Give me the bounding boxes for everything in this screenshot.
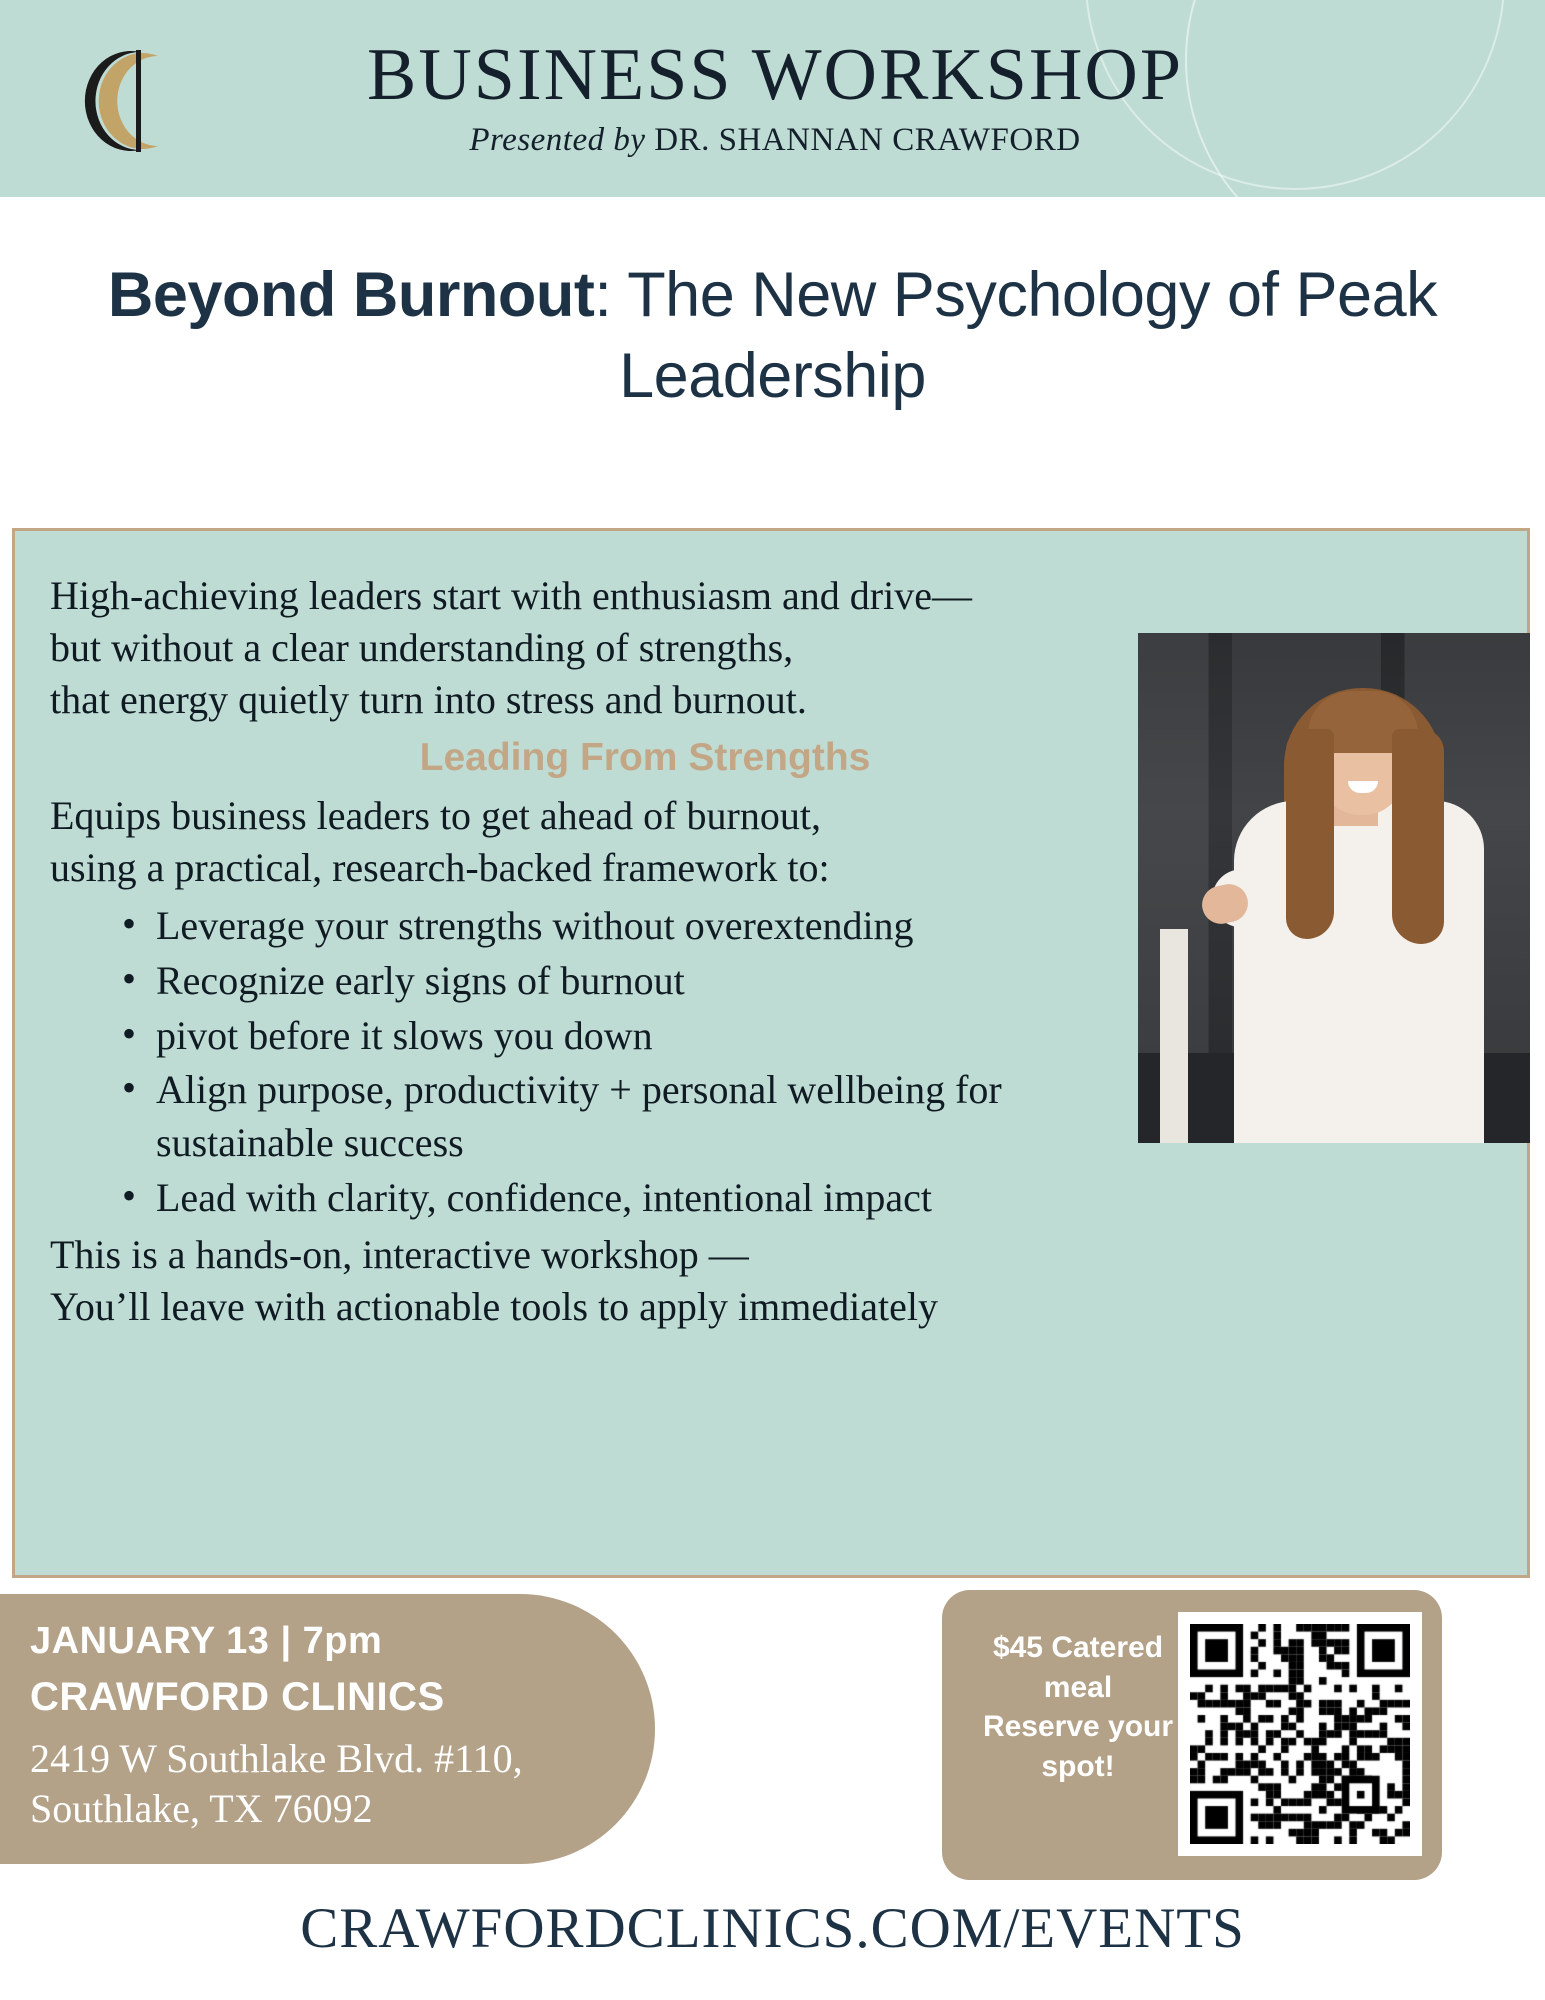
equips-line-2: using a practical, research-backed framework to: (50, 845, 830, 890)
crawford-clinics-monogram-logo (62, 42, 222, 160)
workshop-title: BUSINESS WORKSHOP (367, 34, 1183, 116)
photo-hair-right (1392, 729, 1444, 944)
page-title-bold: Beyond Burnout (107, 260, 595, 330)
photo-jacket (1234, 801, 1484, 1143)
registration-text (958, 1628, 1198, 1786)
presenter-name: DR. SHANNAN CRAWFORD (654, 122, 1081, 158)
list-item: • pivot before it slows you down (116, 1010, 1016, 1063)
header-text-group (240, 34, 1310, 159)
list-item: • Leverage your strengths without overextending (116, 900, 1016, 953)
cta-line-1: Reserve your (982, 1710, 1174, 1744)
page-title (40, 255, 1505, 416)
event-venue: CRAWFORD CLINICS (30, 1675, 445, 1719)
list-item: • Align purpose, productivity + personal wellbeing for sustainable success (116, 1064, 1176, 1170)
presented-by-label: Presented by (469, 122, 646, 158)
footer-website-url[interactable]: CRAWFORDCLINICS.COM/EVENTS (300, 1897, 1245, 1960)
intro-line-1: High-achieving leaders start with enthusiasm and drive— (50, 573, 972, 618)
price-line-2: meal (1043, 1670, 1113, 1704)
closing-line-2: You’ll leave with actionable tools to apply immediately (50, 1283, 938, 1329)
event-date-time: JANUARY 13 | 7pm (30, 1620, 383, 1662)
page-title-rest: : The New Psychology of Peak Leadership (594, 260, 1438, 411)
program-name: Leading From Strengths (419, 736, 871, 779)
presenter-line (240, 122, 1310, 159)
intro-line-2: but without a clear understanding of strengths, (50, 625, 794, 670)
price-line-1: $45 Catered (992, 1631, 1164, 1664)
intro-line-3: that energy quietly turn into stress and burnout. (50, 677, 807, 722)
event-address-line-1: 2419 W Southlake Blvd. #110, (30, 1736, 523, 1781)
photo-hair-left (1286, 729, 1334, 939)
equips-line-1: Equips business leaders to get ahead of burnout, (50, 793, 821, 838)
list-item: • Lead with clarity, confidence, intentional impact (116, 1172, 1196, 1225)
registration-qr-code[interactable] (1178, 1612, 1422, 1856)
closing-line-1: This is a hands-on, interactive workshop — (50, 1231, 749, 1277)
event-info-block (0, 1594, 655, 1864)
header-band (0, 0, 1545, 197)
event-address-line-2: Southlake, TX 76092 (30, 1786, 373, 1831)
registration-block[interactable] (942, 1590, 1442, 1880)
list-item: • Recognize early signs of burnout (116, 955, 1016, 1008)
photo-pillar (1160, 929, 1188, 1143)
qr-canvas[interactable] (1190, 1624, 1410, 1844)
speaker-portrait (1138, 633, 1530, 1143)
cta-line-2: spot! (1041, 1749, 1115, 1783)
